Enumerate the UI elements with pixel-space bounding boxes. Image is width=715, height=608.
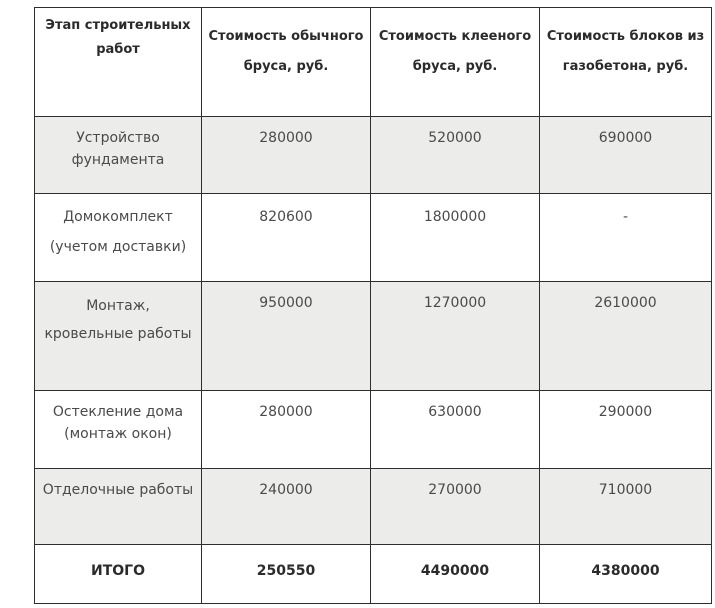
row-value-concrete: 690000 <box>540 117 712 194</box>
row-value-regular: 240000 <box>202 469 371 545</box>
row-stage-label: Отделочные работы <box>35 469 202 545</box>
row-value-regular: 280000 <box>202 117 371 194</box>
header-cell-stage: Этап строительных работ <box>35 8 202 117</box>
row-value-concrete: 710000 <box>540 469 712 545</box>
table-row <box>35 194 712 282</box>
row-stage-label: Домокомплект (учетом доставки) <box>35 194 202 282</box>
table-header-row <box>35 8 712 117</box>
row-stage-label: Устройство фундамента <box>35 117 202 194</box>
row-stage-label: Монтаж, кровельные работы <box>35 282 202 391</box>
construction-cost-table <box>34 7 712 604</box>
row-value-glued: 1800000 <box>371 194 540 282</box>
total-value-regular: 250550 <box>202 545 371 604</box>
row-stage-label: Остекление дома (монтаж окон) <box>35 391 202 469</box>
header-cell-regular-timber: Стоимость обычного бруса, руб. <box>202 8 371 117</box>
total-value-glued: 4490000 <box>371 545 540 604</box>
row-value-regular: 950000 <box>202 282 371 391</box>
row-value-regular: 280000 <box>202 391 371 469</box>
table-row <box>35 282 712 391</box>
row-value-regular: 820600 <box>202 194 371 282</box>
table-row <box>35 391 712 469</box>
total-label: ИТОГО <box>35 545 202 604</box>
row-value-concrete: 2610000 <box>540 282 712 391</box>
row-value-glued: 1270000 <box>371 282 540 391</box>
row-value-glued: 630000 <box>371 391 540 469</box>
row-value-concrete: - <box>540 194 712 282</box>
header-cell-glued-timber: Стоимость клееного бруса, руб. <box>371 8 540 117</box>
row-value-glued: 270000 <box>371 469 540 545</box>
header-cell-aerated-concrete: Стоимость блоков из газобетона, руб. <box>540 8 712 117</box>
row-value-glued: 520000 <box>371 117 540 194</box>
total-value-concrete: 4380000 <box>540 545 712 604</box>
row-value-concrete: 290000 <box>540 391 712 469</box>
total-row <box>35 545 712 604</box>
table-row <box>35 469 712 545</box>
table-row <box>35 117 712 194</box>
